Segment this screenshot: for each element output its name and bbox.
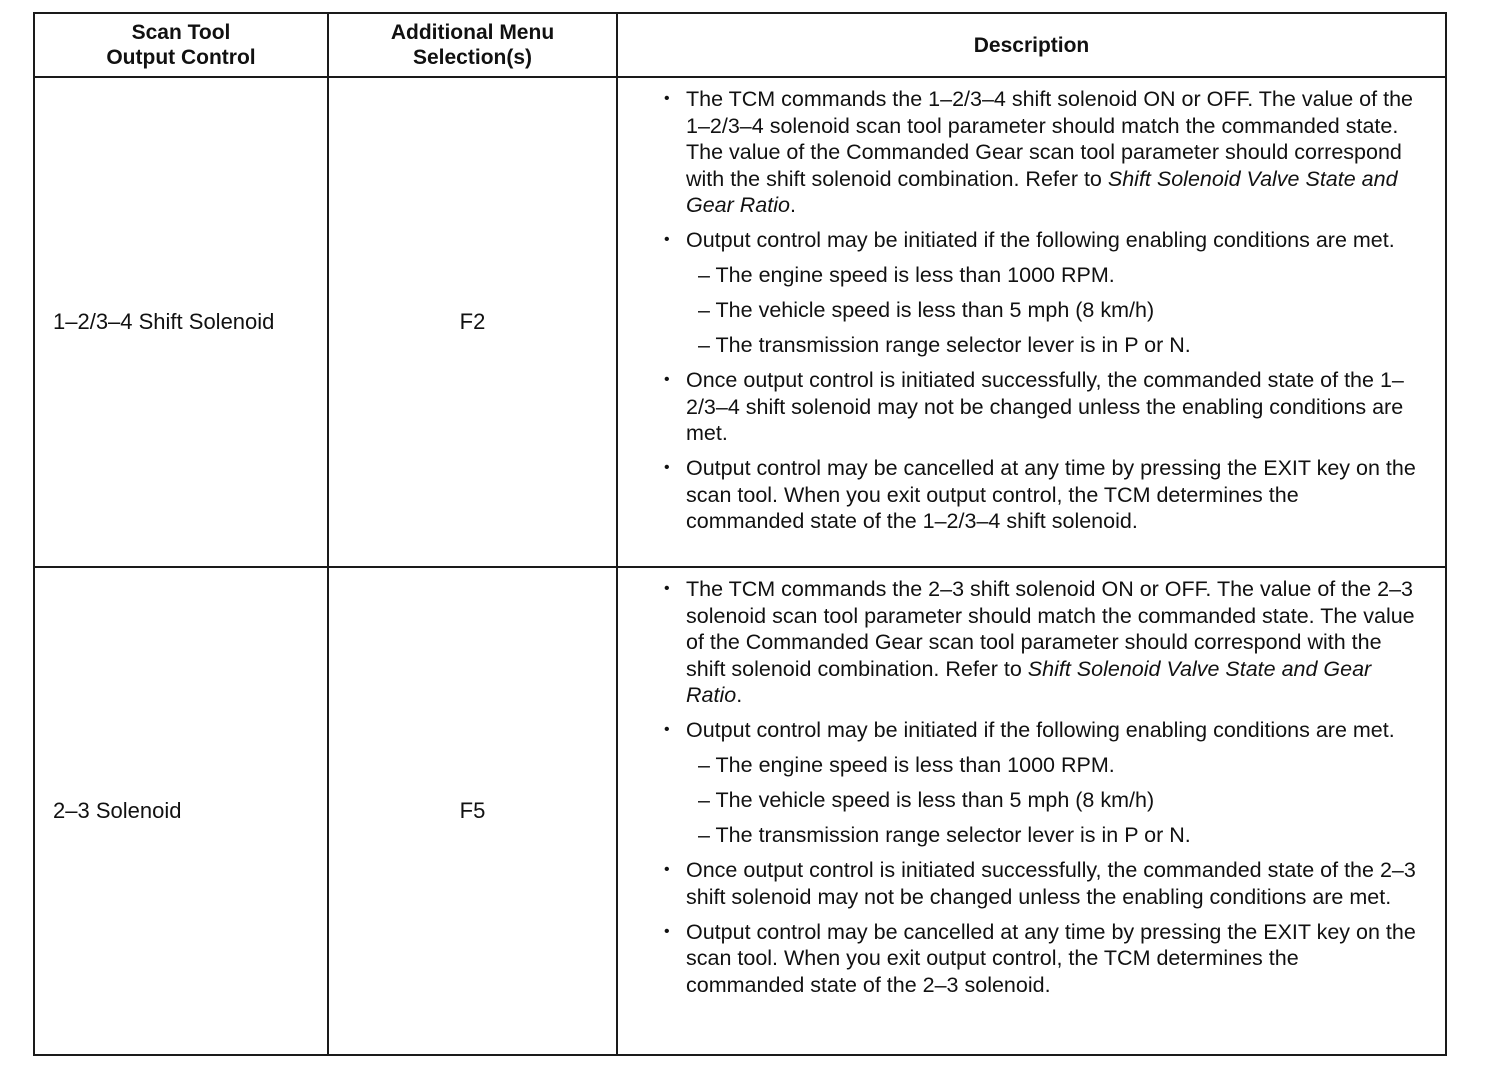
enabling-condition: – The engine speed is less than 1000 RPM. [698, 753, 1115, 777]
bullet-text: The TCM commands the 2–3 shift solenoid ON or OFF. The value of the 2–3 solenoid scan tool parameter should match the commanded state. The value of the Commanded Gear scan tool parameter should correspond with the shift solenoid combination. Refer to [686, 577, 1415, 681]
description-cell [617, 567, 1446, 1055]
header-col2-line2: Selection(s) [412, 46, 533, 69]
enabling-condition: – The vehicle speed is less than 5 mph (8 km/h) [698, 788, 1155, 812]
description-bullet [662, 455, 1419, 535]
header-col1-line2: Output Control [106, 46, 256, 69]
bullet-icon: • [664, 459, 670, 476]
bullet-text: Output control may be initiated if the following enabling conditions are met. [686, 718, 1395, 742]
table-row [34, 567, 1446, 1055]
description-bullet [662, 919, 1419, 999]
description-bullet [662, 576, 1419, 709]
bullet-end: . [789, 193, 796, 217]
menu-selection-cell: F5 [328, 567, 617, 1055]
header-scan-tool-output-control [34, 13, 328, 77]
bullet-text: Output control may be cancelled at any time by pressing the EXIT key on the scan tool. When you exit output control, the TCM determines the commanded state of the 1–2/3–4 shift solenoid. [686, 456, 1416, 533]
reference-link-text: Shift Solenoid Valve State and Gear Ratio [686, 166, 1398, 217]
header-description: Description [617, 13, 1446, 77]
header-row [34, 13, 1446, 77]
description-list [662, 86, 1419, 535]
bullet-text: Output control may be cancelled at any time by pressing the EXIT key on the scan tool. When you exit output control, the TCM determines the commanded state of the 2–3 solenoid. [686, 919, 1416, 997]
bullet-icon: • [664, 231, 670, 248]
table-row [34, 77, 1446, 567]
bullet-end: . [736, 683, 743, 707]
enabling-condition: – The vehicle speed is less than 5 mph (8 km/h) [698, 298, 1155, 322]
bullet-icon: • [664, 90, 670, 107]
bullet-icon: • [664, 371, 670, 388]
bullet-text: Output control may be initiated if the following enabling conditions are met. [686, 228, 1395, 252]
description-bullet [662, 717, 1419, 744]
description-bullet [662, 86, 1419, 219]
bullet-text: Once output control is initiated successfully, the commanded state of the 2–3 shift solenoid may not be changed unless the enabling conditions are met. [686, 858, 1416, 909]
header-col2-line1: Additional Menu [390, 21, 555, 44]
enabling-condition: – The transmission range selector lever is in P or N. [698, 333, 1191, 357]
description-bullet [662, 227, 1419, 254]
description-bullet [662, 367, 1419, 447]
reference-link-text: Shift Solenoid Valve State and Gear Ratio [686, 656, 1372, 707]
header-col1-line1: Scan Tool [131, 21, 231, 44]
enabling-condition: – The engine speed is less than 1000 RPM. [698, 263, 1115, 287]
scan-tool-output-control-table [33, 12, 1447, 1056]
bullet-icon: • [664, 861, 670, 878]
menu-selection-cell: F2 [328, 77, 617, 567]
bullet-icon: • [664, 721, 670, 738]
description-list [662, 576, 1419, 998]
header-additional-menu-selections [328, 13, 617, 77]
enabling-condition: – The transmission range selector lever is in P or N. [698, 823, 1191, 847]
description-cell [617, 77, 1446, 567]
bullet-text: Once output control is initiated successfully, the commanded state of the 1–2/3–4 shift solenoid may not be changed unless the enabling conditions are met. [686, 368, 1404, 445]
bullet-icon: • [664, 580, 670, 597]
output-control-cell: 1–2/3–4 Shift Solenoid [34, 77, 328, 567]
bullet-text: The TCM commands the 1–2/3–4 shift solenoid ON or OFF. The value of the 1–2/3–4 solenoid scan tool parameter should match the commanded state. The value of the Commanded Gear scan tool parameter should correspond with the shift solenoid combination. Refer to [686, 87, 1413, 191]
bullet-icon: • [664, 922, 670, 940]
output-control-cell: 2–3 Solenoid [34, 567, 328, 1055]
description-bullet [662, 857, 1419, 910]
